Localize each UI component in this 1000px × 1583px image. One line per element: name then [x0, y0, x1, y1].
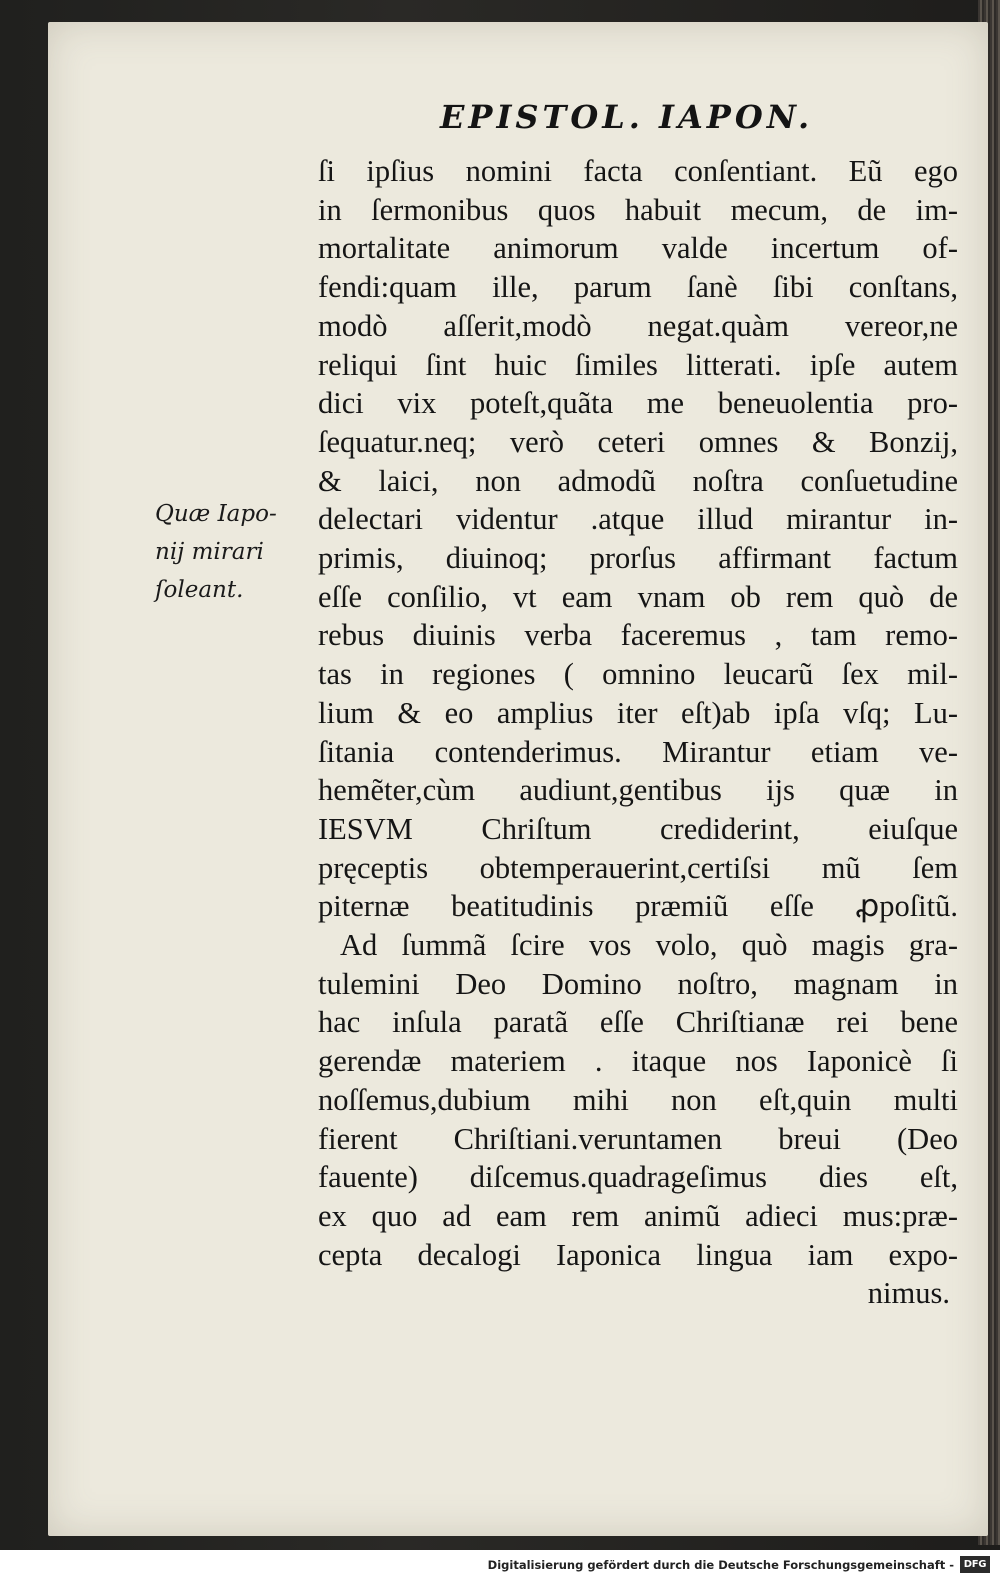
marginal-note-line: Quæ Iapo- [155, 501, 277, 527]
funding-credit: Digitalisierung gefördert durch die Deutsche Forschungsgemeinschaft - [487, 1558, 954, 1572]
text-line: noſſemus,dubium mihi non eſt,quin multi [318, 1082, 958, 1117]
dfg-logo-icon: DFG [960, 1556, 990, 1573]
text-line: lium & eo amplius iter eſt)ab ipſa vſq; Lu- [318, 695, 958, 730]
text-line: eſſe conſilio, vt eam vnam ob rem quò de [318, 579, 958, 614]
text-line: IESVM Chriſtum crediderint, eiuſque [318, 811, 958, 846]
text-line: piternæ beatitudinis præmiũ eſſe ꝓpoſitũ. [318, 889, 958, 924]
text-line: ſitania contenderimus. Mirantur etiam ve- [318, 734, 958, 769]
text-line: tulemini Deo Domino noſtro, magnam in [318, 966, 958, 1001]
text-line: & laici, non admodũ noſtra conſuetudine [318, 463, 958, 498]
text-line: ex quo ad eam rem animũ adieci mus:præ- [318, 1198, 958, 1233]
running-head: EPISTOL. IAPON. [440, 98, 814, 136]
text-line: tas in regiones ( omnino leucarũ ſex mil- [318, 657, 958, 692]
text-line: pręceptis obtemperauerint,certiſsi mũ ſem [318, 850, 958, 885]
text-line: rebus diuinis verba faceremus , tam remo- [318, 618, 958, 653]
text-line: nimus. [867, 1276, 950, 1311]
text-line: Ad ſummã ſcire vos volo, quò magis gra- [340, 928, 958, 963]
text-line: hac inſula paratã eſſe Chriſtianæ rei bene [318, 1005, 958, 1040]
text-line: fendi:quam ille, parum ſanè ſibi conſtans, [318, 270, 958, 305]
text-line: fierent Chriſtiani.veruntamen breui (Deo [318, 1121, 958, 1156]
text-line: cepta decalogi Iaponica lingua iam expo- [318, 1237, 958, 1272]
text-line: delectari videntur .atque illud mirantur in- [318, 502, 958, 537]
footer-bar [0, 1550, 1000, 1583]
text-line: modò aſſerit,modò negat.quàm vereor,ne [318, 308, 958, 343]
text-line: gerendæ materiem . itaque nos Iaponicè ſi [318, 1044, 958, 1079]
marginal-note [155, 495, 305, 609]
text-line: reliqui ſint huic ſimiles litterati. ipſe autem [318, 347, 958, 382]
body-text [318, 152, 958, 1313]
text-line: dici vix poteſt,quãta me beneuolentia pro- [318, 386, 958, 421]
text-line: fauente) diſcemus.quadrageſimus dies eſt, [318, 1160, 958, 1195]
text-line: ſequatur.neq; verò ceteri omnes & Bonzij, [318, 424, 958, 459]
marginal-note-line: ſoleant. [155, 577, 244, 603]
text-line: ſi ipſius nomini facta conſentiant. Eũ ego [318, 154, 958, 188]
text-line: primis, diuinoq; prorſus affirmant factum [318, 541, 958, 576]
text-line: in ſermonibus quos habuit mecum, de im- [318, 192, 958, 227]
marginal-note-line: nij mirari [155, 539, 264, 565]
text-line: hemẽter,cùm audiunt,gentibus ijs quæ in [318, 773, 958, 808]
text-line: mortalitate animorum valde incertum of- [318, 231, 958, 266]
